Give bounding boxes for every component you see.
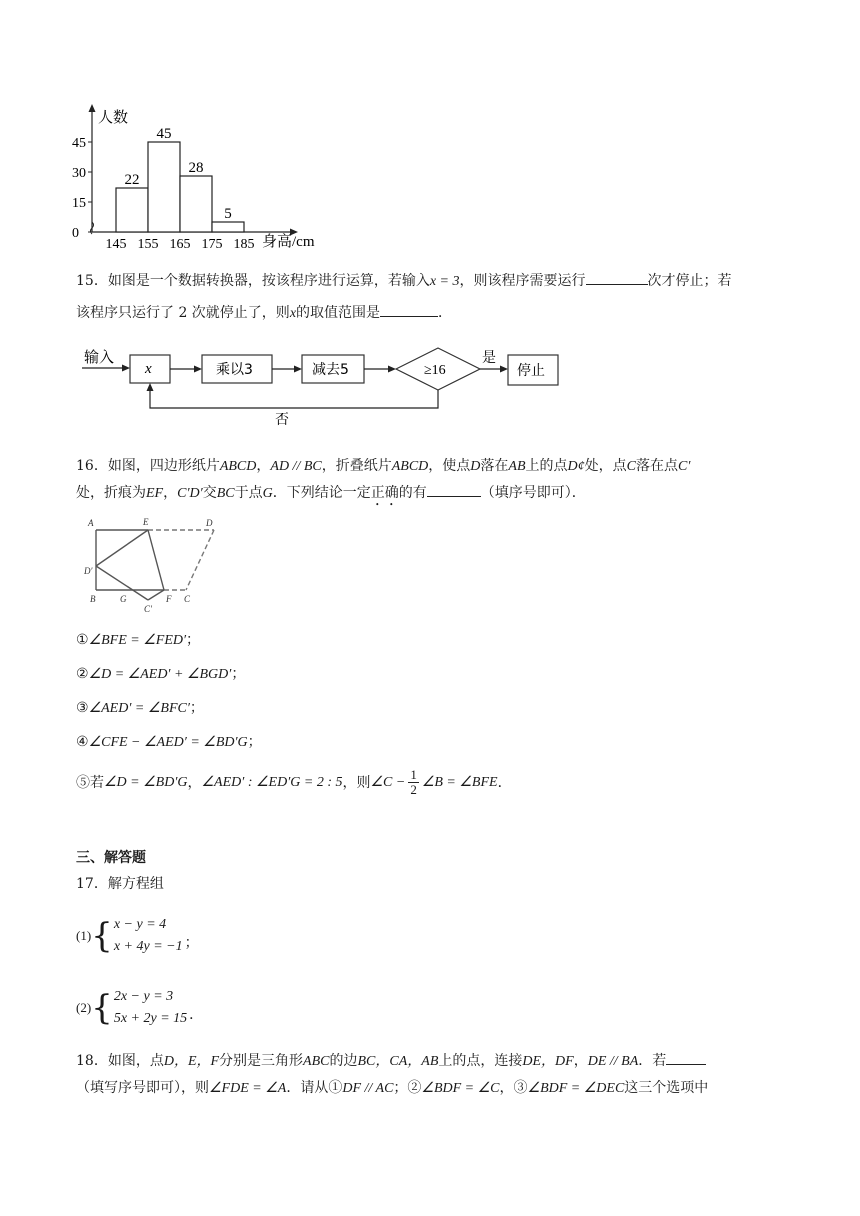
q18-line1: 18．如图，点D，E，F分别是三角形ABC的边BC，CA，AB上的点，连接DE，DF，DE // BA．若: [76, 1050, 706, 1072]
y-tick-labels: [72, 136, 92, 241]
q16-item-4: ④∠CFE − ∠AED′ = ∠BD′G；: [76, 734, 262, 750]
bar-value-label: 28: [188, 160, 204, 176]
x-tick-label: 185: [233, 237, 255, 252]
left-brace-icon: {: [91, 916, 113, 956]
x-tick-label: 175: [201, 237, 223, 252]
q15-blank-2[interactable]: [380, 302, 438, 317]
fraction-one-half: $\frac{1}{2}$: [410, 767, 417, 797]
flow-no-label: 否: [275, 412, 289, 428]
flow-x-box: x: [145, 361, 152, 377]
q15-blank-1[interactable]: [586, 270, 648, 285]
left-brace-icon: {: [91, 988, 113, 1028]
histogram-bar: [180, 176, 212, 232]
q16-line2: 处，折痕为EF，C′D′交BC于点G．下列结论一定正确的有 （填序号即可）．: [76, 482, 586, 509]
histogram-bar: [116, 188, 148, 232]
flow-yes-label: 是: [482, 350, 496, 366]
q17-part1: (1) { x − y = 4 x + 4y = −1 ；: [76, 916, 199, 956]
q15-line2: 该程序只运行了 2 次就停止了，则x的取值范围是 ．: [76, 302, 452, 324]
histogram-bar: [212, 222, 244, 232]
q16-line1: 16．如图，四边形纸片ABCD，AD // BC，折叠纸片ABCD，使点D落在AB上的点D¢处，点C落在点C′: [76, 458, 691, 474]
y-tick-label: 30: [72, 166, 86, 181]
flow-condition-diamond: ≥16: [424, 363, 446, 378]
q17-stem: 17．解方程组: [76, 876, 164, 892]
y-tick-label: 15: [72, 196, 86, 211]
bar-value-label: 5: [224, 206, 232, 222]
q18-line2: （填写序号即可），则∠FDE = ∠A．请从①DF // AC；②∠BDF = ∠C，③∠BDF = ∠DEC这三个选项中: [76, 1080, 709, 1096]
q16-item-2: ②∠D = ∠AED′ + ∠BGD′；: [76, 666, 246, 682]
flow-input-label: 输入: [84, 350, 115, 366]
q17-part2: (2) { 2x − y = 3 5x + 2y = 15 ．: [76, 988, 204, 1028]
label-C-prime: C′: [144, 604, 152, 614]
x-tick-labels: [106, 237, 255, 252]
q16-item-5: ⑤若 ∠D = ∠BD′G ， ∠AED′ : ∠ED′G = 2 : 5 ，则 ∠C − $\frac{1}{2}$ ∠B = ∠BFE ．: [76, 767, 512, 797]
folding-figure: [84, 514, 224, 614]
y-axis-title: 人数: [98, 110, 129, 126]
label-B: B: [90, 594, 96, 604]
q15-line1: 15．如图是一个数据转换器，按该程序进行运算，若输入x = 3，则该程序需要运行 次才停止；若: [76, 270, 732, 292]
label-F: F: [166, 594, 172, 604]
label-D-prime: D′: [84, 566, 93, 576]
x-axis-title: 身高/cm: [262, 234, 315, 250]
label-C: C: [184, 594, 191, 604]
q16-item-3: ③∠AED′ = ∠BFC′；: [76, 700, 204, 716]
flow-stop-box: 停止: [517, 363, 545, 379]
height-histogram: [70, 100, 370, 260]
x-tick-label: 145: [105, 237, 127, 252]
y-tick-label: 45: [72, 136, 86, 151]
label-D: D: [206, 518, 213, 528]
q18-blank[interactable]: [666, 1050, 706, 1065]
histogram-bars: [116, 126, 244, 232]
x-tick-label: 155: [137, 237, 159, 252]
bar-value-label: 45: [156, 126, 172, 142]
flowchart: [80, 340, 580, 430]
flow-multiply-box: 乘以3: [216, 362, 253, 378]
q16-blank[interactable]: [427, 482, 481, 497]
flow-subtract-box: 减去5: [312, 362, 349, 378]
histogram-bar: [148, 142, 180, 232]
x-tick-label: 165: [169, 237, 191, 252]
label-E: E: [143, 517, 149, 527]
label-A: A: [88, 518, 94, 528]
y-tick-label: 0: [72, 226, 79, 241]
bar-value-label: 22: [124, 172, 140, 188]
q16-item-1: ①∠BFE = ∠FED′；: [76, 632, 201, 648]
label-G: G: [120, 594, 127, 604]
section-title: 三、解答题: [76, 850, 146, 866]
